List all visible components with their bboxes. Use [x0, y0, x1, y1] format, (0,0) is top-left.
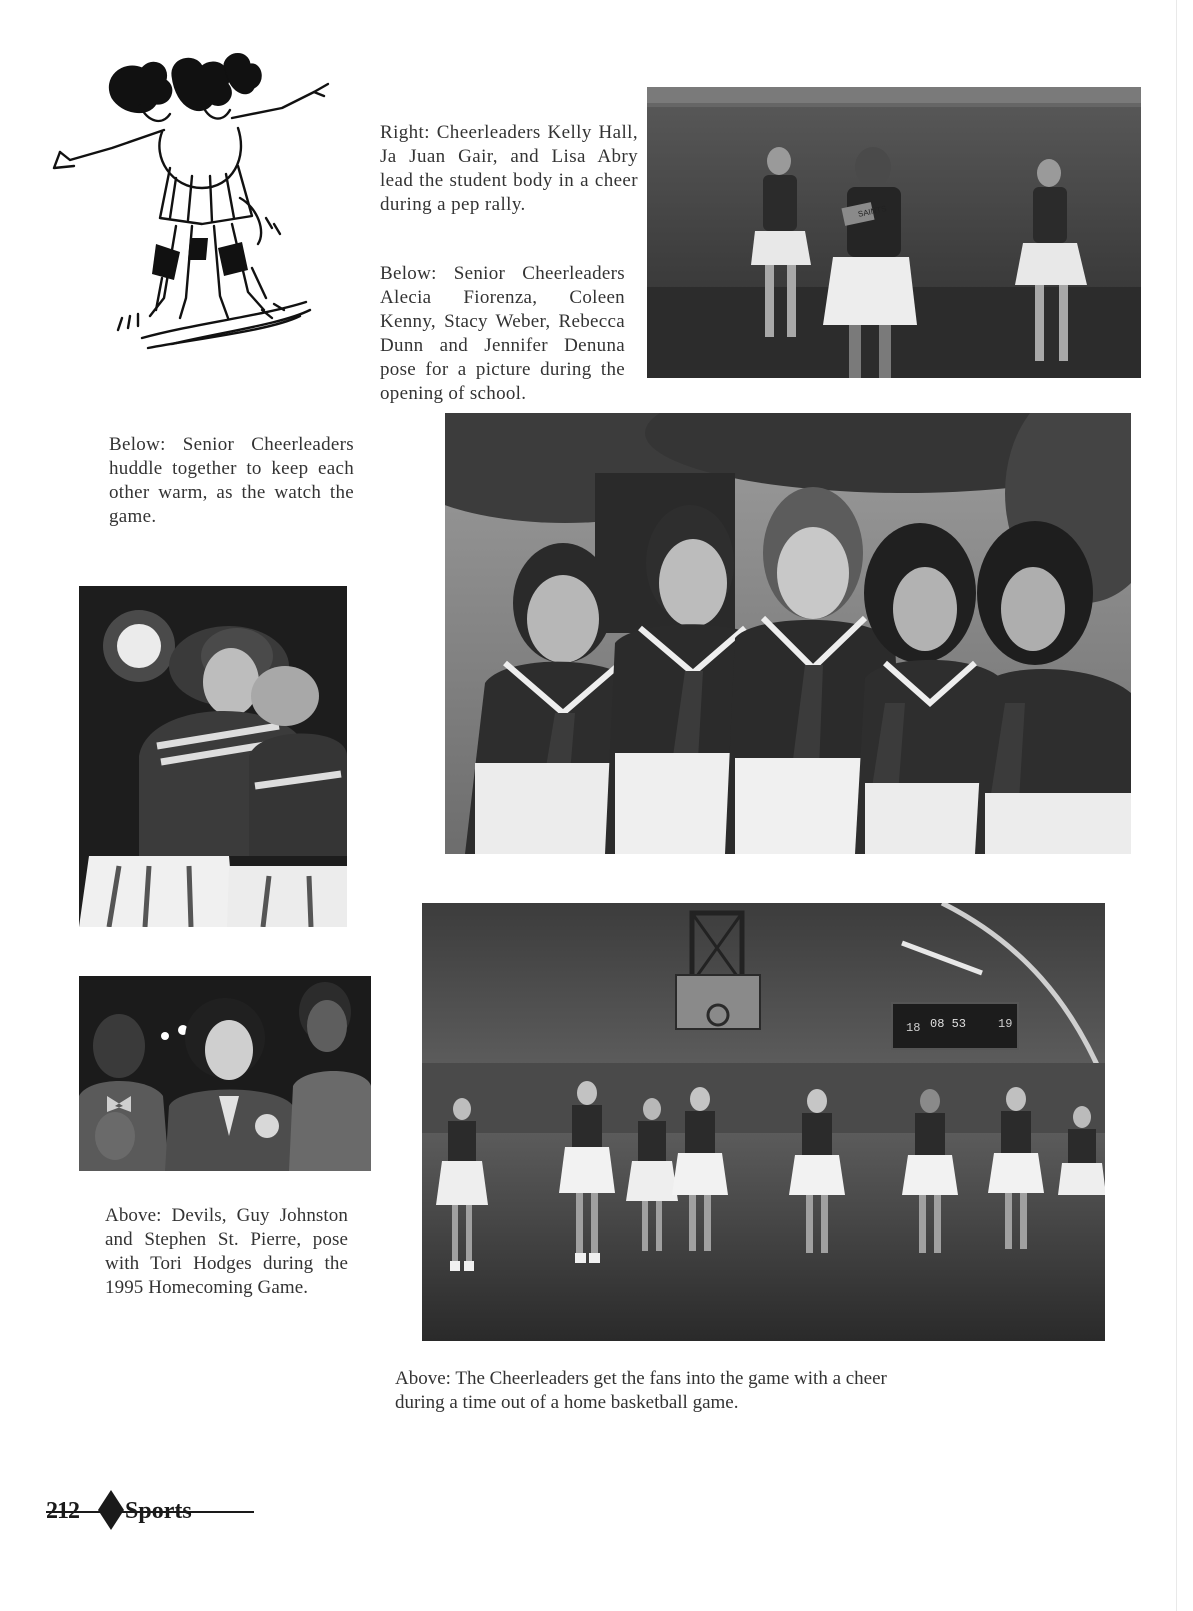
page-edge: [1176, 0, 1177, 1611]
photo-senior-group: [445, 413, 1131, 854]
diamond-icon: [98, 1490, 124, 1530]
section-title: Sports: [125, 1498, 192, 1524]
page-number: 212: [46, 1498, 79, 1524]
photo-basketball-game: [422, 903, 1105, 1341]
caption-devils: Above: Devils, Guy Johnston and Stephen St. Pierre, pose with Tori Hodges during the 1995 Homecoming Game.: [105, 1205, 348, 1298]
photo-devils-homecoming: [79, 976, 371, 1171]
scoreboard-time: 08 53: [930, 1017, 967, 1031]
sign-text: SAINTS: [857, 204, 888, 219]
cheerleader-clipart: [52, 48, 344, 358]
caption-basketball: Above: The Cheerleaders get the fans into the game with a cheer during a time out of a home basketball game.: [395, 1368, 887, 1413]
photo-pep-rally: [647, 87, 1141, 378]
caption-huddle: Below: Senior Cheerleaders huddle together to keep each other warm, as the watch the game.: [109, 434, 354, 527]
photo-huddle: [79, 586, 347, 927]
scoreboard-home: 18: [906, 1021, 921, 1035]
scoreboard-guest: 19: [998, 1017, 1013, 1031]
caption-senior-group: Below: Senior Cheerleaders Alecia Fiorenza, Coleen Kenny, Stacy Weber, Rebecca Dunn and Jennifer Denuna pose for a picture during the opening of school.: [380, 263, 625, 404]
caption-pep-rally: Right: Cheerleaders Kelly Hall, Ja Juan Gair, and Lisa Abry lead the student body in a cheer during a pep rally.: [380, 122, 638, 215]
